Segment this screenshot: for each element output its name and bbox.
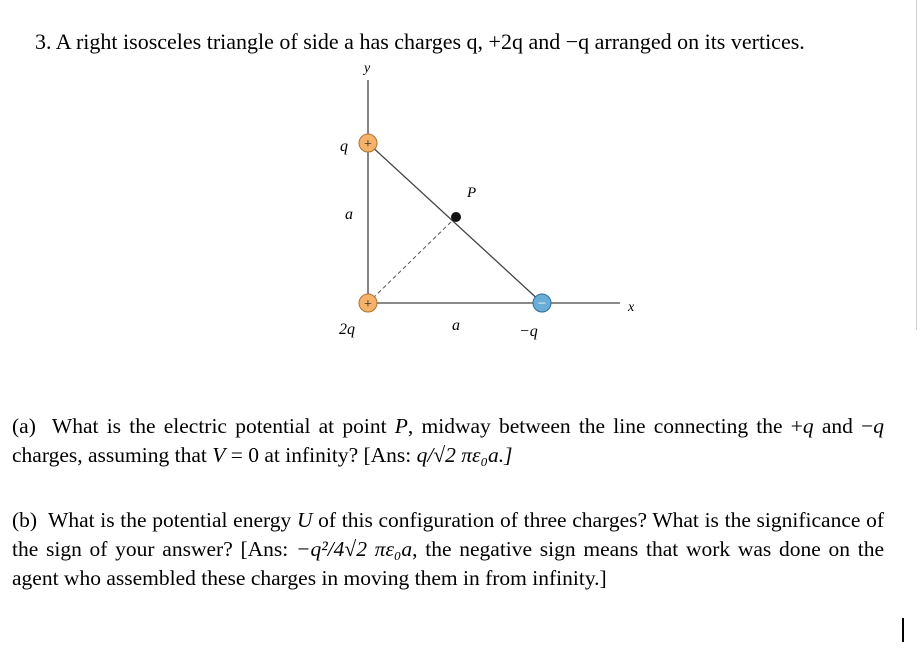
question-title-text: A right isosceles triangle of side a has charges q, +2q and −q arranged on its vertices. [55,29,805,54]
y-axis-label: y [364,61,371,76]
page-edge-divider [916,0,917,330]
vertical-side-label: a [345,206,353,223]
part-b-text-3: , the negative sign means that work was done on the agent who assembled these charges in moving them in from infinity.] [12,537,885,590]
part-a-v: V [212,443,226,467]
top-charge-label: q [340,138,348,155]
top-charge-sign: + [364,137,372,152]
text-cursor [902,618,904,642]
part-a-text-3: and − [821,414,874,438]
right-charge-label: −q [519,323,538,340]
part-a-q1: q [802,414,814,438]
part-a-text-2: , midway between the line connecting the + [407,414,803,438]
part-b-answer: −q²/4√2 πε₀a [295,537,413,561]
x-axis-label: x [628,300,635,315]
part-a-label: (a) [12,414,36,438]
part-a-text-5: = 0 at infinity? [Ans: [230,443,412,467]
part-a-paragraph [12,412,884,470]
part-b-paragraph [12,506,884,593]
part-a-point: P [394,414,408,438]
part-a-q2: q [873,414,885,438]
question-number: 3. [35,29,52,54]
part-b-text-2: of this configuration of three charges? What is the significance of the sign of your answer? [Ans: [12,508,884,561]
hypotenuse-line [368,143,542,303]
part-a-text-4: charges, assuming that [12,443,207,467]
part-b-text-1: What is the potential energy [48,508,292,532]
horizontal-side-label: a [452,317,460,334]
point-p-marker [451,212,461,222]
right-charge-sign: − [537,296,547,312]
bottom-left-charge-sign: + [364,297,372,312]
point-p-label: P [467,185,477,201]
part-a-text-1: What is the electric potential at point [51,414,387,438]
part-b-label: (b) [12,508,38,532]
part-a-answer: q/√2 πε₀a.] [416,443,513,467]
part-b-u: U [296,508,313,532]
bottom-left-charge-label: 2q [339,321,355,338]
dashed-line-to-p [368,217,456,303]
